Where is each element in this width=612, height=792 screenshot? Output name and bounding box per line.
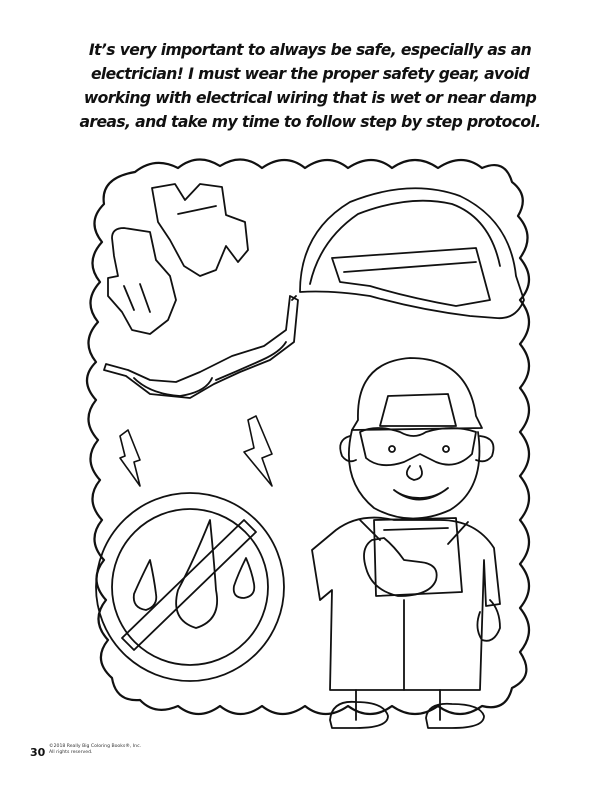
electrician-character-icon xyxy=(312,358,500,728)
intro-line-4: areas, and take my time to follow step by step protocol. xyxy=(79,113,541,131)
copyright-line-1: ©2018 Really Big Coloring Books®, Inc. xyxy=(49,744,142,749)
safety-glasses-icon xyxy=(104,296,298,398)
intro-line-1: It’s very important to always be safe, especially as an xyxy=(88,41,532,59)
copyright-line-2: All rights reserved. xyxy=(49,750,93,755)
hard-hat-icon xyxy=(300,188,524,318)
copyright-notice xyxy=(49,744,141,756)
lightning-bolt-icon xyxy=(120,416,272,486)
gloves-icon xyxy=(108,184,248,334)
no-water-icon xyxy=(96,493,284,681)
intro-line-3: working with electrical wiring that is wet or near damp xyxy=(83,89,537,107)
intro-line-2: electrician! I must wear the proper safety gear, avoid xyxy=(90,65,530,83)
page-number: 30 xyxy=(30,746,46,759)
